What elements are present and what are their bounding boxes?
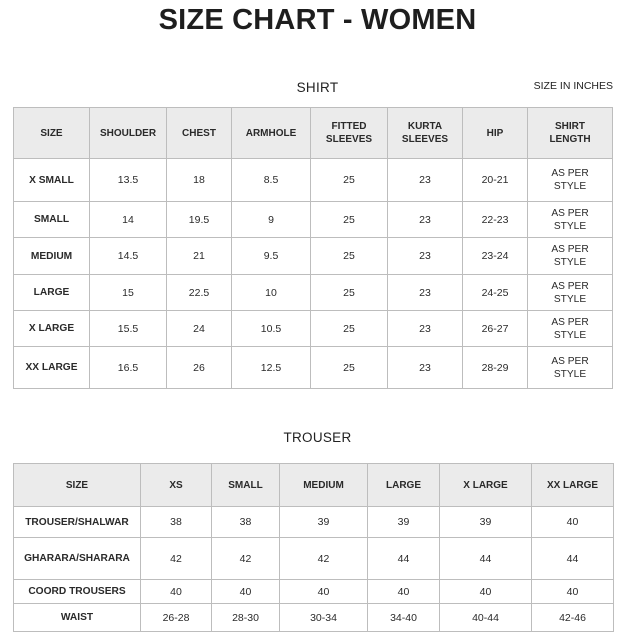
shirt-fitted-sleeves-cell: 25 <box>311 202 388 238</box>
table-row <box>14 159 613 202</box>
table-row <box>14 311 613 347</box>
shirt-shoulder-cell: 14 <box>90 202 167 238</box>
trouser-xx-large-cell: 40 <box>532 507 614 538</box>
shirt-chest-cell: 18 <box>167 159 232 202</box>
shirt-fitted-sleeves-cell: 25 <box>311 275 388 311</box>
trouser-small-cell: 28-30 <box>212 604 280 632</box>
table-row <box>14 538 614 580</box>
shirt-shoulder-cell: 15 <box>90 275 167 311</box>
trouser-table-body <box>14 507 614 632</box>
shirt-hip-cell: 28-29 <box>463 347 528 389</box>
shirt-chest-cell: 22.5 <box>167 275 232 311</box>
shirt-armhole-cell: 9 <box>232 202 311 238</box>
shirt-size-label: MEDIUM <box>14 238 90 275</box>
shirt-shirt-length-cell: AS PER STYLE <box>528 347 613 389</box>
trouser-xs-cell: 40 <box>141 580 212 604</box>
size-unit-note: SIZE IN INCHES <box>533 80 613 92</box>
trouser-size-label: GHARARA/SHARARA <box>14 538 141 580</box>
shirt-size-label: LARGE <box>14 275 90 311</box>
table-row <box>14 347 613 389</box>
trouser-xx-large-cell: 40 <box>532 580 614 604</box>
shirt-armhole-cell: 10 <box>232 275 311 311</box>
shirt-hip-cell: 24-25 <box>463 275 528 311</box>
trouser-large-cell: 34-40 <box>368 604 440 632</box>
shirt-armhole-cell: 8.5 <box>232 159 311 202</box>
shirt-kurta-sleeves-cell: 23 <box>388 347 463 389</box>
trouser-medium-cell: 42 <box>280 538 368 580</box>
trouser-size-label: WAIST <box>14 604 141 632</box>
page-title: SIZE CHART - WOMEN <box>158 4 477 36</box>
shirt-table-body <box>14 159 613 389</box>
shirt-hip-cell: 26-27 <box>463 311 528 347</box>
trouser-xx-large-cell: 44 <box>532 538 614 580</box>
shirt-hip-cell: 23-24 <box>463 238 528 275</box>
trouser-size-table <box>13 463 614 632</box>
shirt-armhole-cell: 9.5 <box>232 238 311 275</box>
trouser-size-label: TROUSER/SHALWAR <box>14 507 141 538</box>
trouser-small-cell: 42 <box>212 538 280 580</box>
shirt-section-title: SHIRT <box>296 80 339 95</box>
trouser-header-xs: XS <box>141 464 212 507</box>
trouser-large-cell: 39 <box>368 507 440 538</box>
trouser-x-large-cell: 44 <box>440 538 532 580</box>
trouser-x-large-cell: 40-44 <box>440 604 532 632</box>
trouser-large-cell: 40 <box>368 580 440 604</box>
trouser-size-label: COORD TROUSERS <box>14 580 141 604</box>
table-row <box>14 580 614 604</box>
shirt-hip-cell: 20-21 <box>463 159 528 202</box>
shirt-size-label: X SMALL <box>14 159 90 202</box>
trouser-xs-cell: 26-28 <box>141 604 212 632</box>
trouser-medium-cell: 40 <box>280 580 368 604</box>
shirt-hip-cell: 22-23 <box>463 202 528 238</box>
shirt-shirt-length-cell: AS PER STYLE <box>528 202 613 238</box>
shirt-armhole-cell: 10.5 <box>232 311 311 347</box>
trouser-header-small: SMALL <box>212 464 280 507</box>
shirt-kurta-sleeves-cell: 23 <box>388 202 463 238</box>
shirt-size-label: SMALL <box>14 202 90 238</box>
shirt-kurta-sleeves-cell: 23 <box>388 275 463 311</box>
trouser-small-cell: 40 <box>212 580 280 604</box>
table-row <box>14 275 613 311</box>
trouser-small-cell: 38 <box>212 507 280 538</box>
trouser-header-medium: MEDIUM <box>280 464 368 507</box>
shirt-shirt-length-cell: AS PER STYLE <box>528 238 613 275</box>
shirt-fitted-sleeves-cell: 25 <box>311 311 388 347</box>
shirt-shirt-length-cell: AS PER STYLE <box>528 159 613 202</box>
table-row <box>14 202 613 238</box>
shirt-shoulder-cell: 15.5 <box>90 311 167 347</box>
shirt-header-row <box>14 108 613 159</box>
shirt-header-kurta-sleeves: KURTA SLEEVES <box>388 108 463 159</box>
trouser-section-title: TROUSER <box>283 430 352 445</box>
shirt-header-shirt-length: SHIRT LENGTH <box>528 108 613 159</box>
shirt-chest-cell: 26 <box>167 347 232 389</box>
trouser-header-x-large: X LARGE <box>440 464 532 507</box>
shirt-header-chest: CHEST <box>167 108 232 159</box>
shirt-size-label: XX LARGE <box>14 347 90 389</box>
trouser-medium-cell: 30-34 <box>280 604 368 632</box>
shirt-header-hip: HIP <box>463 108 528 159</box>
shirt-shirt-length-cell: AS PER STYLE <box>528 311 613 347</box>
shirt-kurta-sleeves-cell: 23 <box>388 159 463 202</box>
trouser-xs-cell: 42 <box>141 538 212 580</box>
trouser-large-cell: 44 <box>368 538 440 580</box>
trouser-header-size: SIZE <box>14 464 141 507</box>
shirt-shirt-length-cell: AS PER STYLE <box>528 275 613 311</box>
trouser-header-xx-large: XX LARGE <box>532 464 614 507</box>
trouser-xs-cell: 38 <box>141 507 212 538</box>
shirt-header-armhole: ARMHOLE <box>232 108 311 159</box>
table-row <box>14 507 614 538</box>
shirt-header-fitted-sleeves: FITTED SLEEVES <box>311 108 388 159</box>
shirt-kurta-sleeves-cell: 23 <box>388 311 463 347</box>
shirt-size-table <box>13 107 613 389</box>
shirt-shoulder-cell: 16.5 <box>90 347 167 389</box>
trouser-xx-large-cell: 42-46 <box>532 604 614 632</box>
shirt-header-shoulder: SHOULDER <box>90 108 167 159</box>
shirt-fitted-sleeves-cell: 25 <box>311 159 388 202</box>
shirt-shoulder-cell: 14.5 <box>90 238 167 275</box>
shirt-kurta-sleeves-cell: 23 <box>388 238 463 275</box>
shirt-shoulder-cell: 13.5 <box>90 159 167 202</box>
table-row <box>14 238 613 275</box>
shirt-size-label: X LARGE <box>14 311 90 347</box>
trouser-header-large: LARGE <box>368 464 440 507</box>
shirt-chest-cell: 21 <box>167 238 232 275</box>
shirt-armhole-cell: 12.5 <box>232 347 311 389</box>
shirt-chest-cell: 19.5 <box>167 202 232 238</box>
trouser-medium-cell: 39 <box>280 507 368 538</box>
table-row <box>14 604 614 632</box>
trouser-header-row <box>14 464 614 507</box>
shirt-fitted-sleeves-cell: 25 <box>311 238 388 275</box>
shirt-chest-cell: 24 <box>167 311 232 347</box>
trouser-x-large-cell: 40 <box>440 580 532 604</box>
shirt-fitted-sleeves-cell: 25 <box>311 347 388 389</box>
trouser-x-large-cell: 39 <box>440 507 532 538</box>
shirt-header-size: SIZE <box>14 108 90 159</box>
